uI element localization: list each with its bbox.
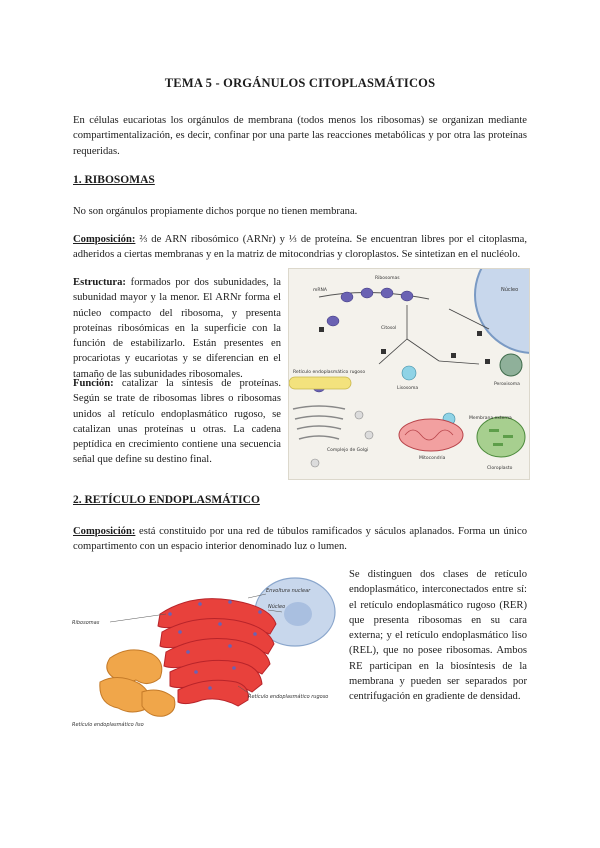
er-figure bbox=[70, 574, 340, 730]
er-ribosome-2 bbox=[198, 602, 202, 606]
ribosome-sorting-figure bbox=[288, 268, 530, 480]
lysosome-shape bbox=[402, 366, 416, 380]
label-rer: Retículo endoplasmático rugoso bbox=[248, 694, 329, 700]
label-reticulo: Retículo endoplasmático rugoso bbox=[293, 370, 366, 375]
label-er-ribosomas: Ribosomas bbox=[72, 620, 100, 626]
ribosomas-estructura bbox=[73, 275, 281, 382]
estructura-label: Estructura: bbox=[73, 277, 126, 288]
leader-ribosomas bbox=[110, 614, 166, 622]
golgi-cisterna-2 bbox=[295, 416, 343, 419]
er-ribosome-8 bbox=[186, 650, 190, 654]
funcion-label: Función: bbox=[73, 378, 114, 389]
label-nucleo: Núcleo bbox=[501, 287, 519, 293]
step-marker-3 bbox=[451, 353, 456, 358]
vesicle-1 bbox=[355, 411, 363, 419]
chloroplast-shape bbox=[477, 417, 525, 457]
section-heading-ribosomas: 1. RIBOSOMAS bbox=[73, 174, 155, 186]
peroxisome-shape bbox=[500, 354, 522, 376]
label-er-nucleo: Núcleo bbox=[268, 604, 286, 610]
step-marker-1 bbox=[319, 327, 324, 332]
funcion-text: catalizar la síntesis de proteínas. Según se trate de ribosomas libres o ribosomas unidos al retículo endoplasmático rugoso, se catalizan unas proteínas u otras. La cadena peptídica en crecimiento contiene una secuencia señal que define su destino final. bbox=[73, 378, 281, 466]
rer-band bbox=[289, 377, 351, 389]
golgi-cisterna-4 bbox=[299, 436, 339, 439]
vesicle-3 bbox=[311, 459, 319, 467]
reticulo-composicion bbox=[73, 524, 527, 555]
label-membrana: Membrana externa bbox=[469, 416, 512, 421]
label-ribosomas: Ribosomas bbox=[375, 276, 400, 281]
er-ribosome-7 bbox=[253, 632, 257, 636]
thylakoid-1 bbox=[489, 429, 499, 432]
er-ribosome-12 bbox=[208, 686, 212, 690]
composicion-label: Composición: bbox=[73, 234, 136, 245]
mitochondrion-shape bbox=[399, 419, 463, 451]
golgi-cisterna-1 bbox=[293, 406, 345, 409]
ribosomas-lead: No son orgánulos propiamente dichos porque no tienen membrana. bbox=[73, 206, 358, 217]
rel-tubule-3 bbox=[142, 690, 175, 716]
arrow-2 bbox=[407, 339, 439, 361]
composicion-text: ⅔ de ARN ribosómico (ARNr) y ⅓ de proteína. Se encuentran libres por el citoplasma, adheridos a ciertas membranas y en la matriz de mitocondrias y cloroplastos. Se sintetizan en el nucléolo. bbox=[73, 234, 527, 261]
er-ribosome-3 bbox=[228, 600, 232, 604]
golgi-cisterna-3 bbox=[297, 426, 341, 429]
label-rel: Retículo endoplasmático liso bbox=[72, 722, 144, 728]
er-illustration bbox=[70, 574, 340, 730]
label-golgi: Complejo de Golgi bbox=[327, 448, 369, 453]
arrow-4 bbox=[439, 361, 479, 364]
ribosome-3 bbox=[381, 288, 393, 298]
page-title: TEMA 5 - ORGÁNULOS CITOPLASMÁTICOS bbox=[164, 76, 436, 90]
nucleus-shape bbox=[475, 269, 529, 353]
ribosomas-composicion bbox=[73, 232, 527, 263]
er-ribosome-4 bbox=[258, 610, 262, 614]
er-ribosome-6 bbox=[218, 622, 222, 626]
er-ribosome-1 bbox=[168, 612, 172, 616]
er-ribosome-10 bbox=[194, 670, 198, 674]
label-peroxisoma: Peroxisoma bbox=[494, 382, 520, 387]
reticulo-composicion-label: Composición: bbox=[73, 526, 136, 537]
ribosome-1 bbox=[341, 292, 353, 302]
er-ribosome-9 bbox=[228, 644, 232, 648]
ribosome-sorting-diagram bbox=[289, 269, 529, 479]
ribosome-2 bbox=[361, 288, 373, 298]
ribosome-4 bbox=[401, 291, 413, 301]
step-marker-2 bbox=[381, 349, 386, 354]
reticulo-side-text: Se distinguen dos clases de retículo endoplasmático, interconectados entre sí: el retículo endoplasmático rugoso (RER) que presenta ribosomas en su cara externa; y el retículo endoplasmático liso (REL), que no posee ribosomas. Ambos RE participan en la biosíntesis de la membrana y pueden ser separados por centrifugación en gradiente de densidad. bbox=[349, 569, 527, 703]
label-lisosoma: Lisosoma bbox=[397, 386, 419, 391]
er-ribosome-5 bbox=[178, 630, 182, 634]
vesicle-2 bbox=[365, 431, 373, 439]
reticulo-composicion-text: está constituido por una red de túbulos ramificados y sáculos aplanados. Forma un único compartimento con un espacio interior denominado luz o lumen. bbox=[73, 526, 527, 553]
step-marker-5 bbox=[485, 359, 490, 364]
label-mrna: mRNA bbox=[313, 288, 327, 293]
thylakoid-2 bbox=[503, 435, 513, 438]
intro-paragraph: En células eucariotas los orgánulos de membrana (todos menos los ribosomas) se organizan mediante compartimentalización, es decir, confinar por una parte las reacciones metabólicas y por otra las proteínas requeridas. bbox=[73, 115, 527, 157]
er-ribosome-11 bbox=[232, 666, 236, 670]
ribosome-5 bbox=[327, 316, 339, 326]
estructura-text: formados por dos subunidades, la subunidad mayor y la menor. El ARNr forma el núcleo compacto del ribosoma, y presenta proteínas ribosómicas en la superficie con la función de estabilizarlo. Están presentes en procariotas y eucariotas y se diferencian en el tamaño de las subunidades ribosomales. bbox=[73, 277, 281, 380]
section-heading-reticulo: 2. RETÍCULO ENDOPLASMÁTICO bbox=[73, 494, 260, 506]
er-nucleolus bbox=[284, 602, 312, 626]
label-cloroplasto: Cloroplasto bbox=[487, 466, 513, 471]
label-envoltura: Envoltura nuclear bbox=[266, 588, 311, 594]
thylakoid-3 bbox=[493, 443, 503, 446]
label-mitocondria: Mitocondria bbox=[419, 456, 446, 461]
label-citosol: Citosol bbox=[381, 326, 397, 331]
ribosomas-funcion bbox=[73, 376, 281, 468]
step-marker-4 bbox=[477, 331, 482, 336]
